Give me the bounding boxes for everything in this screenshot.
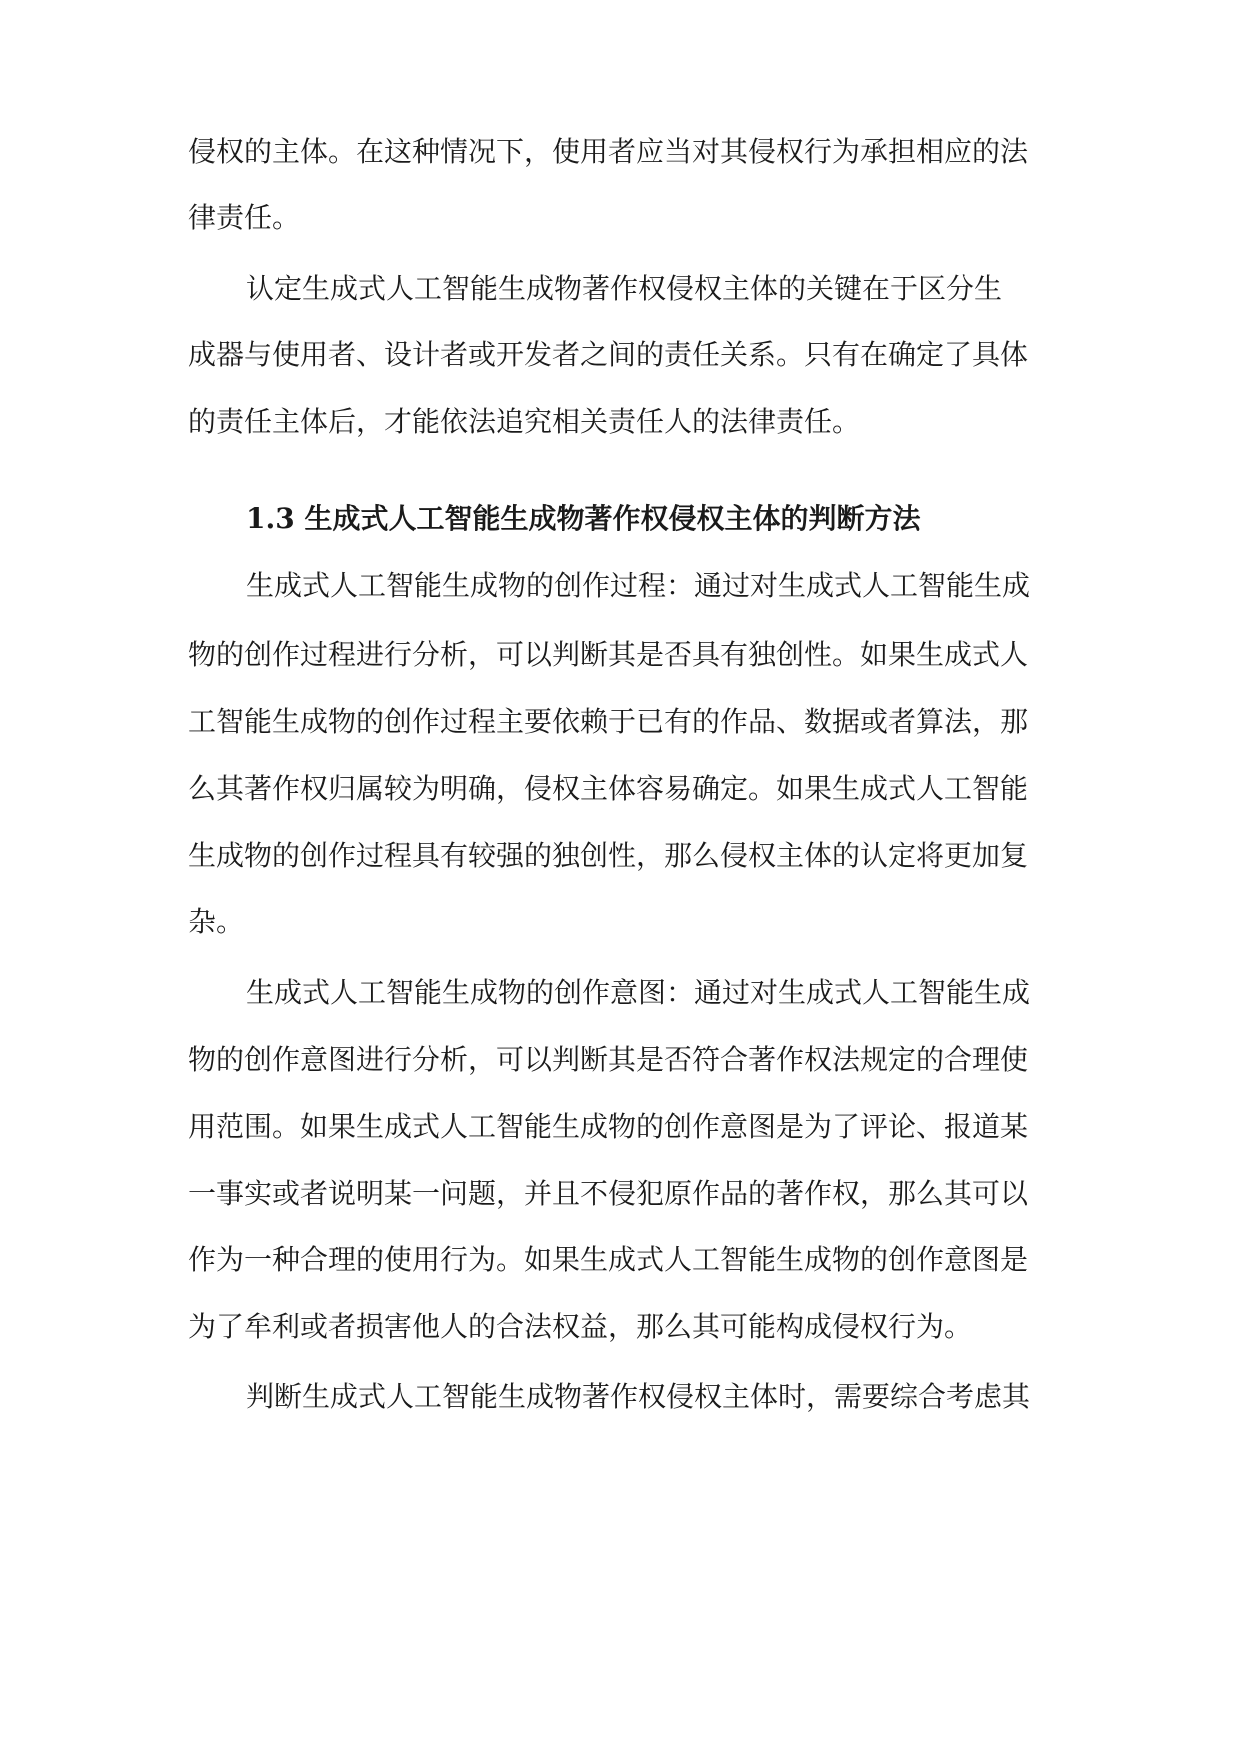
text-line: 生成式人工智能生成物的创作过程：通过对生成式人工智能生成 — [246, 569, 1031, 602]
text-line: 为了牟利或者损害他人的合法权益，那么其可能构成侵权行为。 — [188, 1310, 973, 1343]
text-line: 作为一种合理的使用行为。如果生成式人工智能生成物的创作意图是 — [188, 1243, 1029, 1276]
text-line: 成器与使用者、设计者或开发者之间的责任关系。只有在确定了具体 — [188, 338, 1029, 371]
text-line: 物的创作意图进行分析，可以判断其是否符合著作权法规定的合理使 — [188, 1043, 1029, 1076]
text-line: 生成物的创作过程具有较强的独创性，那么侵权主体的认定将更加复 — [188, 839, 1029, 872]
text-line: 杂。 — [188, 905, 245, 938]
text-line: 一事实或者说明某一问题，并且不侵犯原作品的著作权，那么其可以 — [188, 1177, 1029, 1210]
text-line: 么其著作权归属较为明确，侵权主体容易确定。如果生成式人工智能 — [188, 772, 1029, 805]
text-line: 判断生成式人工智能生成物著作权侵权主体时，需要综合考虑其 — [246, 1380, 1031, 1413]
text-line: 律责任。 — [188, 201, 301, 234]
section-heading: 1.3 生成式人工智能生成物著作权侵权主体的判断方法 — [246, 502, 921, 535]
text-line: 用范围。如果生成式人工智能生成物的创作意图是为了评论、报道某 — [188, 1110, 1029, 1143]
text-line: 生成式人工智能生成物的创作意图：通过对生成式人工智能生成 — [246, 976, 1031, 1009]
text-line: 物的创作过程进行分析，可以判断其是否具有独创性。如果生成式人 — [188, 638, 1029, 671]
text-line: 认定生成式人工智能生成物著作权侵权主体的关键在于区分生 — [246, 272, 1003, 305]
text-line: 侵权的主体。在这种情况下，使用者应当对其侵权行为承担相应的法 — [188, 135, 1029, 168]
text-line: 工智能生成物的创作过程主要依赖于已有的作品、数据或者算法，那 — [188, 705, 1029, 738]
text-line: 的责任主体后，才能依法追究相关责任人的法律责任。 — [188, 405, 861, 438]
